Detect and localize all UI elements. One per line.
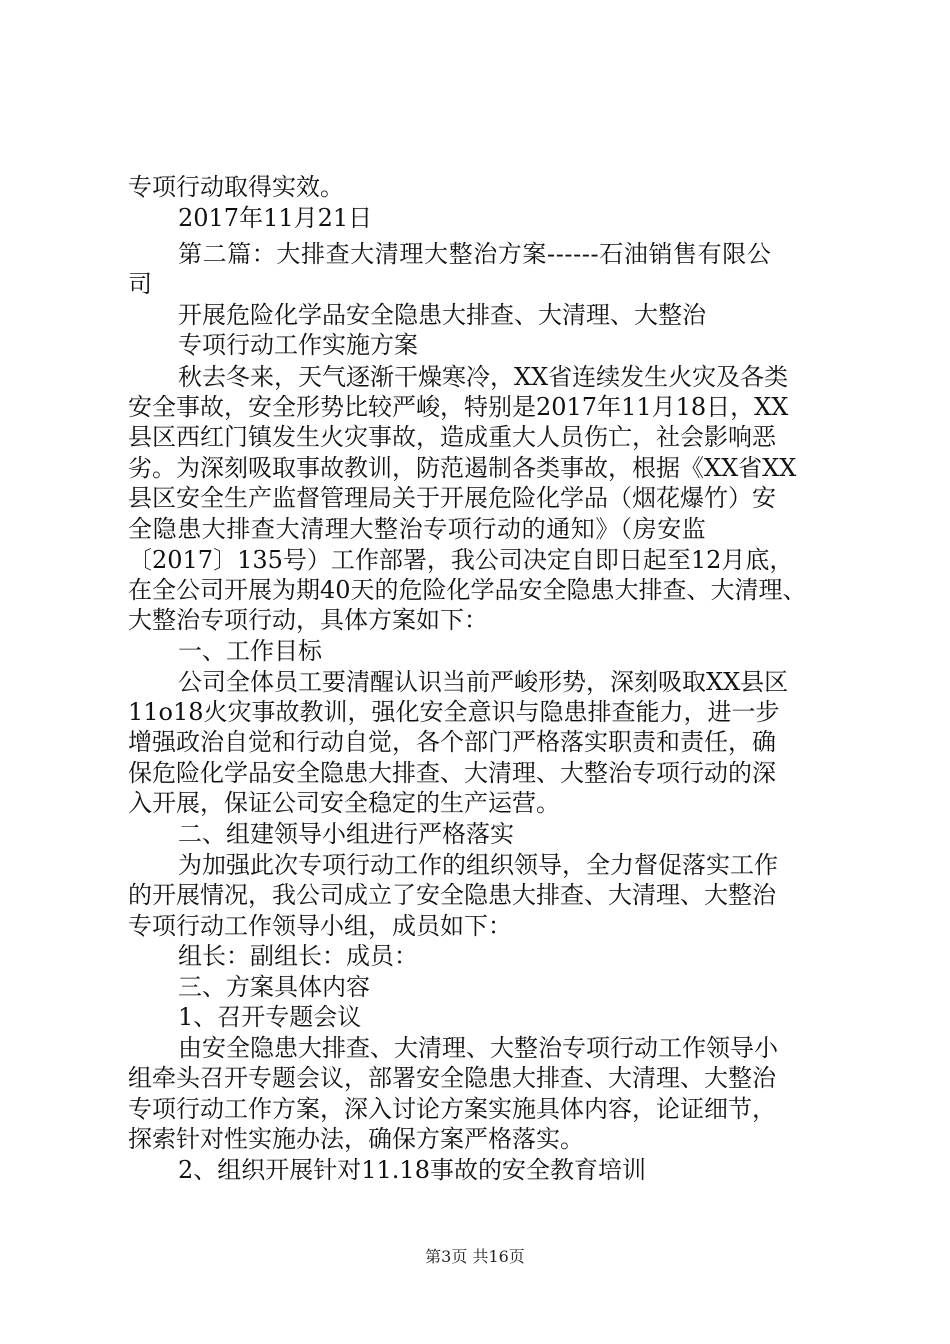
text-line: 县区安全生产监督管理局关于开展危险化学品（烟花爆竹）安 [128, 484, 776, 512]
section-heading-cont: 司 [128, 270, 152, 298]
text-line: 公司全体员工要清醒认识当前严峻形势，深刻吸取XX县区 [178, 668, 789, 696]
text-line: 专项行动取得实效。 [128, 173, 344, 201]
section-heading: 二、组建领导小组进行严格落实 [178, 820, 514, 848]
text-line: 由安全隐患大排查、大清理、大整治专项行动工作领导小 [178, 1034, 778, 1062]
text-line: 11o18火灾事故教训，强化安全意识与隐患排查能力，进一步 [128, 698, 780, 726]
text-line: 全隐患大排查大清理大整治专项行动的通知》（房安监 [128, 515, 707, 543]
text-line: 组长：副组长：成员： [178, 942, 418, 970]
section-heading: 三、方案具体内容 [178, 973, 370, 1001]
subsection-heading: 1、召开专题会议 [178, 1003, 362, 1031]
text-line: 在全公司开展为期40天的危险化学品安全隐患大排查、大清理、 [128, 576, 807, 604]
text-line: 保危险化学品安全隐患大排查、大清理、大整治专项行动的深 [128, 759, 776, 787]
text-line: 〔2017〕135号）工作部署，我公司决定自即日起至12月底， [128, 546, 794, 574]
section-heading: 一、工作目标 [178, 637, 322, 665]
plan-title-line-2: 专项行动工作实施方案 [178, 331, 418, 359]
text-line: 入开展，保证公司安全稳定的生产运营。 [128, 789, 560, 817]
section-heading: 第二篇：大排查大清理大整治方案------石油销售有限公 [178, 240, 772, 268]
date-line: 2017年11月21日 [178, 204, 373, 232]
text-line: 秋去冬来，天气逐渐干燥寒冷，XX省连续发生火灾及各类 [178, 363, 789, 391]
text-line: 劣。为深刻吸取事故教训，防范遏制各类事故，根据《XX省XX [128, 454, 797, 482]
text-line: 大整治专项行动，具体方案如下： [128, 606, 488, 634]
text-line: 增强政治自觉和行动自觉，各个部门严格落实职责和责任，确 [128, 728, 776, 756]
text-line: 组牵头召开专题会议，部署安全隐患大排查、大清理、大整治 [128, 1064, 776, 1092]
text-line: 县区西红门镇发生火灾事故，造成重大人员伤亡，社会影响恶 [128, 423, 776, 451]
text-line: 专项行动工作领导小组，成员如下： [128, 912, 512, 940]
text-line: 专项行动工作方案，深入讨论方案实施具体内容，论证细节， [128, 1095, 776, 1123]
page-footer: 第3页 共16页 [425, 1247, 525, 1266]
subsection-heading: 2、组织开展针对11.18事故的安全教育培训 [178, 1156, 646, 1184]
text-line: 的开展情况，我公司成立了安全隐患大排查、大清理、大整治 [128, 881, 776, 909]
text-line: 探索针对性实施办法，确保方案严格落实。 [128, 1125, 584, 1153]
plan-title-line-1: 开展危险化学品安全隐患大排查、大清理、大整治 [178, 301, 706, 329]
text-line: 安全事故，安全形势比较严峻，特别是2017年11月18日，XX [128, 393, 789, 421]
text-line: 为加强此次专项行动工作的组织领导，全力督促落实工作 [178, 851, 778, 879]
